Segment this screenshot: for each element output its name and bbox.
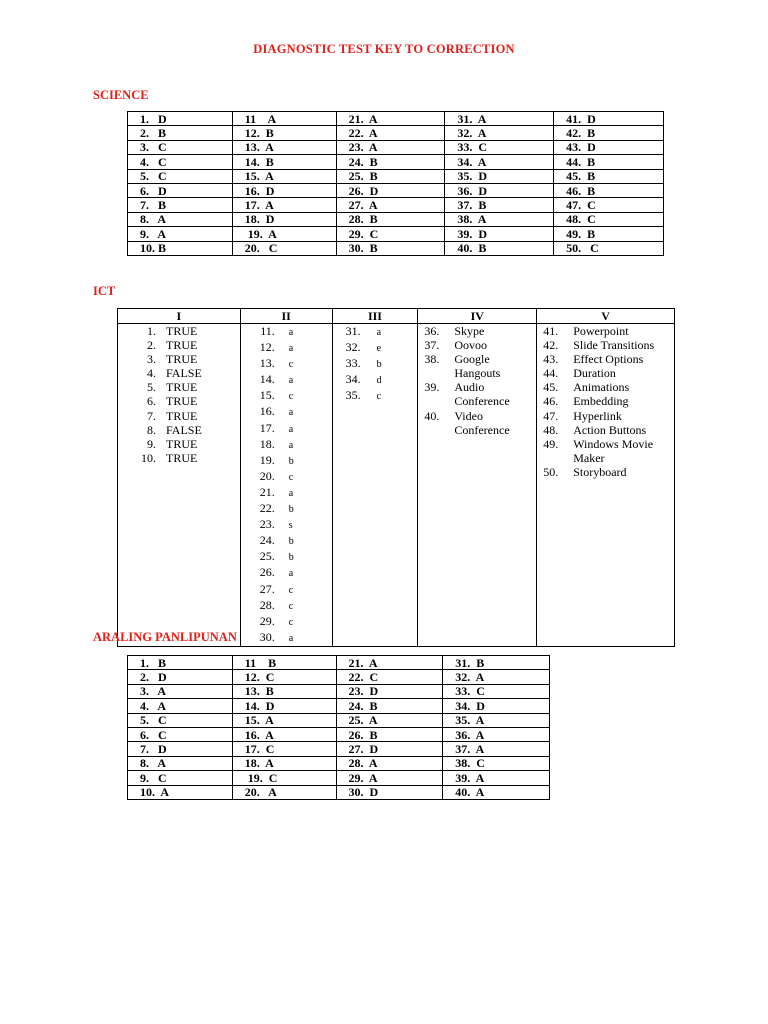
science-answer-cell: 47. C (554, 198, 664, 212)
science-answer-cell: 40. B (445, 241, 554, 255)
item-answer: Storyboard (573, 464, 627, 479)
item-answer: TRUE (166, 408, 198, 423)
science-answer-cell: 41. D (554, 112, 664, 126)
ict-answer-item (241, 388, 332, 404)
science-answer-cell: 48. C (554, 212, 664, 226)
ap-answer-cell: 38. C (443, 756, 550, 770)
science-row (128, 241, 664, 255)
ap-row (128, 742, 550, 756)
science-answer-cell: 45. B (554, 169, 664, 183)
ict-answer-table (117, 308, 675, 647)
ict-answer-item (537, 338, 674, 352)
ap-answer-cell: 33. C (443, 684, 550, 698)
item-number: 35. (345, 388, 361, 403)
science-answer-cell: 21. A (336, 112, 445, 126)
ap-row (128, 656, 550, 670)
ict-answer-item (241, 372, 332, 388)
science-answer-cell: 23. A (336, 140, 445, 154)
item-answer: c (288, 471, 294, 483)
ap-answer-cell: 9. C (128, 771, 233, 785)
ict-answer-item (333, 340, 418, 356)
ict-header-1: I (118, 309, 241, 324)
item-number: 41. (543, 324, 559, 338)
ap-row (128, 670, 550, 684)
item-answer: b (376, 359, 382, 371)
ap-answer-cell: 30. D (336, 785, 443, 799)
item-number: 5. (147, 380, 156, 395)
science-answer-cell: 20. C (232, 241, 336, 255)
ict-header-5: V (537, 309, 675, 324)
item-number: 33. (345, 356, 361, 371)
science-answer-cell: 4. C (128, 155, 233, 169)
ap-answer-cell: 8. A (128, 756, 233, 770)
item-answer: c (376, 391, 382, 403)
ap-answer-cell: 26. B (336, 727, 443, 741)
ict-answer-item (537, 409, 674, 423)
ict-answer-item (118, 366, 240, 380)
item-number: 12. (259, 340, 275, 355)
item-answer: a (288, 439, 294, 451)
science-row (128, 126, 664, 140)
item-answer: TRUE (166, 394, 198, 409)
ict-answer-item (537, 366, 674, 380)
science-answer-cell: 8. A (128, 212, 233, 226)
ict-answer-item (241, 421, 332, 437)
ap-answer-cell: 21. A (336, 656, 443, 670)
item-number: 43. (543, 352, 559, 367)
science-answer-cell: 42. B (554, 126, 664, 140)
ict-column-2 (240, 324, 332, 647)
item-answer: Video Conference (454, 408, 510, 437)
item-answer: Google Hangouts (454, 352, 501, 381)
science-answer-cell: 31. A (445, 112, 554, 126)
item-number: 4. (147, 366, 156, 381)
ap-answer-cell: 4. A (128, 699, 233, 713)
ict-answer-item (118, 394, 240, 408)
item-answer: Skype (454, 324, 485, 338)
item-number: 28. (259, 597, 275, 612)
ict-header-4: IV (418, 309, 537, 324)
ap-answer-cell: 28. A (336, 756, 443, 770)
item-number: 1. (147, 324, 156, 338)
ap-answer-cell: 22. C (336, 670, 443, 684)
ict-answer-item (241, 614, 332, 630)
science-answer-cell: 10. B (128, 241, 233, 255)
item-number: 7. (147, 408, 156, 423)
ict-answer-item (333, 388, 418, 404)
ict-answer-item (537, 437, 674, 465)
ict-answer-item (241, 630, 332, 646)
item-answer: e (376, 343, 382, 355)
ict-answer-item (118, 437, 240, 451)
science-answer-cell: 7. B (128, 198, 233, 212)
ict-answer-item (537, 394, 674, 408)
item-answer: a (288, 487, 294, 499)
science-answer-cell: 39. D (445, 227, 554, 241)
ap-answer-cell: 7. D (128, 742, 233, 756)
ict-answer-item (418, 324, 536, 338)
ap-answer-cell: 19. C (232, 771, 336, 785)
science-answer-cell: 36. D (445, 183, 554, 197)
ict-answer-item (537, 324, 674, 338)
item-answer: c (288, 616, 294, 628)
ict-answer-item (333, 372, 418, 388)
ap-answer-cell: 5. C (128, 713, 233, 727)
item-number: 15. (259, 388, 275, 403)
item-number: 44. (543, 366, 559, 381)
ict-answer-item (537, 465, 674, 479)
item-answer: FALSE (166, 366, 202, 381)
ap-answer-cell: 6. C (128, 727, 233, 741)
item-number: 37. (424, 338, 440, 353)
ict-answer-item (418, 338, 536, 352)
ap-heading: ARALING PANLIPUNAN (93, 630, 237, 644)
ap-row (128, 699, 550, 713)
ict-answer-item (333, 356, 418, 372)
item-number: 49. (543, 436, 559, 451)
item-number: 36. (424, 324, 440, 338)
ict-answer-item (241, 453, 332, 469)
ict-answer-item (241, 533, 332, 549)
ap-answer-cell: 27. D (336, 742, 443, 756)
science-answer-cell: 30. B (336, 241, 445, 255)
item-answer: Animations (573, 380, 630, 395)
science-answer-cell: 14. B (232, 155, 336, 169)
science-answer-cell: 25. B (336, 169, 445, 183)
item-number: 50. (543, 464, 559, 479)
item-answer: TRUE (166, 338, 198, 353)
ict-answer-item (241, 324, 332, 340)
science-row (128, 155, 664, 169)
ict-answer-item (418, 380, 536, 408)
item-number: 30. (259, 629, 275, 644)
ap-answer-cell: 11 B (232, 656, 336, 670)
ap-answer-cell: 39. A (443, 771, 550, 785)
item-answer: c (288, 584, 294, 596)
ict-answer-item (241, 404, 332, 420)
ict-answer-item (118, 423, 240, 437)
ap-answer-cell: 29. A (336, 771, 443, 785)
ict-answer-item (241, 501, 332, 517)
science-answer-cell: 5. C (128, 169, 233, 183)
item-answer: TRUE (166, 380, 198, 395)
item-number: 22. (259, 501, 275, 516)
science-row (128, 212, 664, 226)
science-answer-cell: 3. C (128, 140, 233, 154)
ap-answer-cell: 36. A (443, 727, 550, 741)
ap-answer-cell: 25. A (336, 713, 443, 727)
item-number: 40. (424, 408, 440, 423)
ap-answer-cell: 23. D (336, 684, 443, 698)
item-number: 10. (141, 450, 156, 465)
item-number: 34. (345, 372, 361, 387)
science-row (128, 140, 664, 154)
ict-answer-item (118, 324, 240, 338)
ap-answer-cell: 15. A (232, 713, 336, 727)
ict-header-3: III (332, 309, 418, 324)
ap-answer-cell: 12. C (232, 670, 336, 684)
document-title: DIAGNOSTIC TEST KEY TO CORRECTION (253, 42, 515, 56)
ap-answer-cell: 16. A (232, 727, 336, 741)
science-answer-cell: 15. A (232, 169, 336, 183)
item-number: 47. (543, 408, 559, 423)
item-number: 31. (345, 324, 361, 338)
item-number: 24. (259, 533, 275, 548)
ap-answer-cell: 17. C (232, 742, 336, 756)
item-number: 3. (147, 352, 156, 367)
ap-answer-cell: 1. B (128, 656, 233, 670)
ap-answer-cell: 18. A (232, 756, 336, 770)
item-number: 39. (424, 380, 440, 395)
item-number: 18. (259, 436, 275, 451)
item-answer: b (288, 552, 294, 564)
science-answer-cell: 18. D (232, 212, 336, 226)
ict-answer-item (241, 565, 332, 581)
ap-answer-cell: 3. A (128, 684, 233, 698)
item-answer: Hyperlink (573, 408, 622, 423)
item-number: 27. (259, 581, 275, 596)
science-answer-cell: 32. A (445, 126, 554, 140)
ict-answer-item (118, 409, 240, 423)
item-answer: TRUE (166, 436, 198, 451)
ict-answer-item (241, 582, 332, 598)
ict-answer-item (333, 324, 418, 340)
science-answer-cell: 19. A (232, 227, 336, 241)
ict-answer-item (118, 451, 240, 465)
item-answer: c (288, 600, 294, 612)
science-row (128, 227, 664, 241)
item-number: 29. (259, 613, 275, 628)
ict-answer-item (241, 340, 332, 356)
item-number: 9. (147, 436, 156, 451)
item-answer: Action Buttons (573, 422, 647, 437)
science-answer-cell: 17. A (232, 198, 336, 212)
item-answer: TRUE (166, 352, 198, 367)
item-answer: TRUE (166, 450, 198, 465)
science-answer-cell: 12. B (232, 126, 336, 140)
science-answer-cell: 6. D (128, 183, 233, 197)
item-answer: Slide Transitions (573, 338, 655, 353)
science-answer-cell: 24. B (336, 155, 445, 169)
item-answer: FALSE (166, 422, 202, 437)
item-answer: b (288, 504, 294, 516)
ap-answer-table (127, 655, 550, 800)
science-answer-cell: 1. D (128, 112, 233, 126)
ict-answer-item (241, 469, 332, 485)
science-answer-cell: 13. A (232, 140, 336, 154)
item-answer: Oovoo (454, 338, 488, 353)
science-answer-cell: 22. A (336, 126, 445, 140)
ict-answer-item (241, 598, 332, 614)
science-answer-cell: 9. A (128, 227, 233, 241)
science-answer-cell: 49. B (554, 227, 664, 241)
ict-column-4 (418, 324, 537, 647)
science-answer-cell: 44. B (554, 155, 664, 169)
item-answer: Audio Conference (454, 380, 510, 409)
science-row (128, 112, 664, 126)
science-answer-cell: 38. A (445, 212, 554, 226)
ict-answer-item (418, 409, 536, 437)
ap-row (128, 684, 550, 698)
ict-header-2: II (240, 309, 332, 324)
item-number: 6. (147, 394, 156, 409)
ict-column-5 (537, 324, 675, 647)
ap-answer-cell: 34. D (443, 699, 550, 713)
science-answer-cell: 33. C (445, 140, 554, 154)
science-answer-cell: 16. D (232, 183, 336, 197)
science-answer-cell: 26. D (336, 183, 445, 197)
ap-answer-cell: 37. A (443, 742, 550, 756)
item-number: 20. (259, 468, 275, 483)
item-answer: Embedding (573, 394, 629, 409)
item-answer: a (288, 407, 294, 419)
ict-header-row (118, 309, 675, 324)
ap-answer-cell: 31. B (443, 656, 550, 670)
item-answer: TRUE (166, 324, 198, 338)
science-answer-cell: 28. B (336, 212, 445, 226)
ap-row (128, 771, 550, 785)
ap-row (128, 713, 550, 727)
item-answer: b (288, 455, 294, 467)
item-answer: a (376, 327, 382, 338)
ict-answer-item (418, 352, 536, 380)
ap-answer-cell: 35. A (443, 713, 550, 727)
item-number: 16. (259, 404, 275, 419)
item-number: 32. (345, 340, 361, 355)
item-answer: a (288, 568, 294, 580)
item-answer: Windows Movie Maker (573, 436, 654, 465)
item-answer: Effect Options (573, 352, 644, 367)
science-answer-cell: 29. C (336, 227, 445, 241)
ict-answer-item (118, 380, 240, 394)
item-number: 8. (147, 422, 156, 437)
item-answer: c (288, 391, 294, 403)
item-answer: b (288, 536, 294, 548)
item-answer: Duration (573, 366, 616, 381)
item-answer: a (288, 327, 294, 338)
item-number: 11. (260, 324, 275, 338)
ap-answer-cell: 24. B (336, 699, 443, 713)
ict-answer-item (241, 437, 332, 453)
science-row (128, 198, 664, 212)
science-row (128, 169, 664, 183)
item-number: 23. (259, 517, 275, 532)
ap-row (128, 756, 550, 770)
ict-answer-item (118, 352, 240, 366)
item-answer: c (288, 359, 294, 371)
item-number: 38. (424, 352, 440, 367)
ict-answer-item (118, 338, 240, 352)
science-answer-cell: 27. A (336, 198, 445, 212)
item-answer: Powerpoint (573, 324, 629, 338)
science-answer-cell: 46. B (554, 183, 664, 197)
ict-answer-item (241, 517, 332, 533)
item-answer: a (288, 632, 294, 644)
item-answer: d (376, 375, 382, 387)
item-answer: a (288, 375, 294, 387)
science-answer-cell: 2. B (128, 126, 233, 140)
ict-answer-item (537, 423, 674, 437)
ict-column-3 (332, 324, 418, 647)
ap-row (128, 727, 550, 741)
item-number: 46. (543, 394, 559, 409)
science-answer-cell: 34. A (445, 155, 554, 169)
science-answer-cell: 37. B (445, 198, 554, 212)
ap-answer-cell: 14. D (232, 699, 336, 713)
ict-answer-item (241, 356, 332, 372)
item-number: 2. (147, 338, 156, 353)
ap-answer-cell: 32. A (443, 670, 550, 684)
ap-answer-cell: 40. A (443, 785, 550, 799)
science-answer-table (127, 111, 664, 256)
ict-answer-item (241, 549, 332, 565)
item-answer: a (288, 343, 294, 355)
ict-answer-item (537, 380, 674, 394)
science-heading: SCIENCE (93, 88, 149, 102)
ict-answer-item (537, 352, 674, 366)
item-number: 19. (259, 452, 275, 467)
ap-answer-cell: 20. A (232, 785, 336, 799)
item-number: 26. (259, 565, 275, 580)
item-number: 13. (259, 356, 275, 371)
item-number: 21. (259, 484, 275, 499)
item-answer: s (288, 520, 293, 532)
science-row (128, 183, 664, 197)
science-answer-cell: 43. D (554, 140, 664, 154)
science-answer-cell: 50. C (554, 241, 664, 255)
science-answer-cell: 35. D (445, 169, 554, 183)
item-answer: a (288, 423, 294, 435)
ap-answer-cell: 10. A (128, 785, 233, 799)
item-number: 45. (543, 380, 559, 395)
science-answer-cell: 11 A (232, 112, 336, 126)
ict-column-1 (118, 324, 241, 647)
item-number: 25. (259, 549, 275, 564)
ap-row (128, 785, 550, 799)
ap-answer-cell: 2. D (128, 670, 233, 684)
ict-answer-item (241, 485, 332, 501)
item-number: 17. (259, 420, 275, 435)
item-number: 42. (543, 338, 559, 353)
item-number: 48. (543, 422, 559, 437)
ict-heading: ICT (93, 284, 116, 298)
ap-answer-cell: 13. B (232, 684, 336, 698)
item-number: 14. (259, 372, 275, 387)
